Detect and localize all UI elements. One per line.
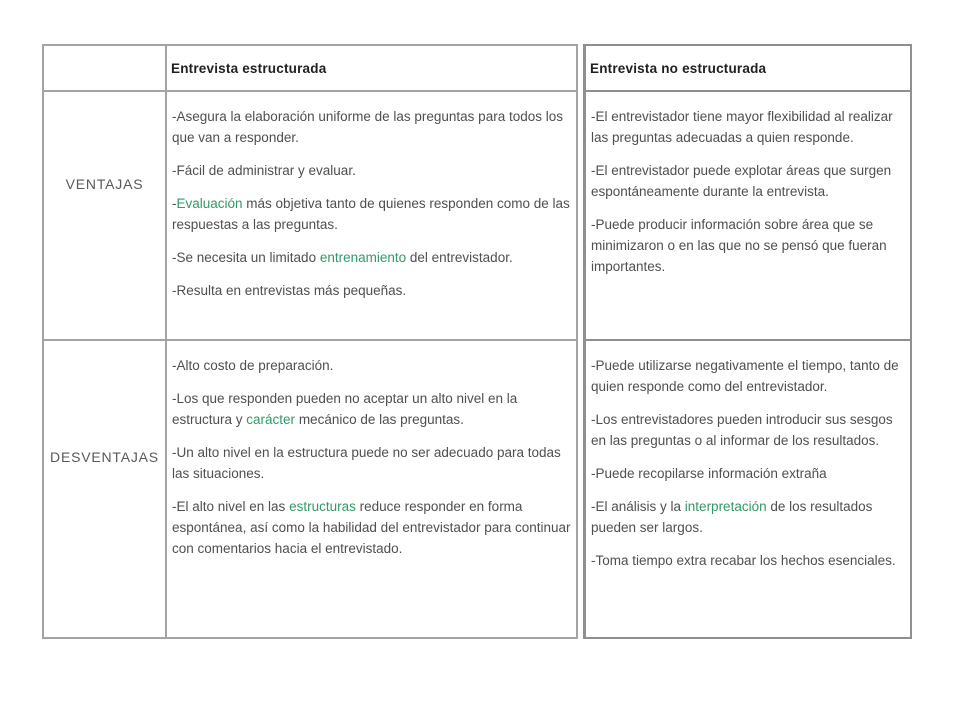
- highlighted-term: entrenamiento: [319, 250, 407, 265]
- paragraph: [172, 496, 572, 559]
- paragraph: [172, 247, 572, 268]
- text-segment: -Alto costo de preparación.: [172, 358, 334, 373]
- highlighted-term: estructuras: [289, 499, 356, 514]
- text-segment: reduce responder en forma espontánea, así como la habilidad del entrevistador para continuar con comentarios hacia el entrevistado.: [172, 499, 571, 556]
- text-segment: -Puede recopilarse información extraña: [591, 466, 827, 481]
- text-segment: de los resultados pueden ser largos.: [591, 499, 873, 535]
- corner-cell: [44, 46, 167, 92]
- paragraph: [591, 160, 906, 202]
- highlighted-term: interpretación: [684, 499, 767, 514]
- paragraph: [172, 388, 572, 430]
- column-header-structured: [167, 46, 576, 92]
- paragraph: [591, 106, 906, 148]
- text-segment: -Puede utilizarse negativamente el tiempo, tanto de quien responde como del entrevistador.: [591, 358, 899, 394]
- paragraph: [591, 214, 906, 277]
- paragraph: [591, 550, 906, 571]
- structured-table: [42, 44, 578, 639]
- highlighted-term: carácter: [246, 412, 296, 427]
- text-segment: -Resulta en entrevistas más pequeñas.: [172, 283, 407, 298]
- text-segment: -Un alto nivel en la estructura puede no ser adecuado para todas las situaciones.: [172, 445, 561, 481]
- paragraph: [591, 409, 906, 451]
- paragraph: [172, 280, 572, 301]
- comparison-table: [42, 44, 912, 639]
- row-label-ventajas: [44, 92, 167, 341]
- text-segment: -Puede producir información sobre área que se minimizaron o en las que no se pensó que fueran importantes.: [591, 217, 887, 274]
- text-segment: -El entrevistador tiene mayor flexibilidad al realizar las preguntas adecuadas a quien responde.: [591, 109, 893, 145]
- text-segment: más objetiva tanto de quienes responden como de las respuestas a las preguntas.: [172, 196, 570, 232]
- paragraph: [172, 355, 572, 376]
- paragraph: [172, 160, 572, 181]
- column-header-unstructured-label: Entrevista no estructurada: [590, 60, 767, 76]
- text-segment: -Los que responden pueden no aceptar un alto nivel en la estructura y: [172, 391, 518, 427]
- row-label-desventajas-text: DESVENTAJAS: [50, 449, 159, 465]
- text-segment: del entrevistador.: [406, 250, 513, 265]
- text-segment: mecánico de las preguntas.: [295, 412, 464, 427]
- text-segment: -Asegura la elaboración uniforme de las preguntas para todos los que van a responder.: [172, 109, 563, 145]
- text-segment: -Los entrevistadores pueden introducir sus sesgos en las preguntas o al informar de los resultados.: [591, 412, 893, 448]
- column-header-structured-label: Entrevista estructurada: [171, 60, 327, 76]
- paragraph: [172, 106, 572, 148]
- column-header-unstructured: [586, 46, 910, 92]
- text-segment: -El alto nivel en las: [172, 499, 290, 514]
- paragraph: [172, 193, 572, 235]
- cell-desventajas-unstructured: [586, 341, 910, 637]
- text-segment: -Fácil de administrar y evaluar.: [172, 163, 356, 178]
- paragraph: [591, 355, 906, 397]
- cell-ventajas-unstructured: [586, 92, 910, 341]
- paragraph: [591, 496, 906, 538]
- row-label-desventajas: [44, 341, 167, 637]
- text-segment: -: [172, 196, 177, 211]
- paragraph: [172, 442, 572, 484]
- unstructured-table: [583, 44, 912, 639]
- text-segment: -Toma tiempo extra recabar los hechos esenciales.: [591, 553, 896, 568]
- highlighted-term: Evaluación: [176, 196, 243, 211]
- cell-ventajas-structured: [167, 92, 576, 341]
- text-segment: -El análisis y la: [591, 499, 685, 514]
- cell-desventajas-structured: [167, 341, 576, 637]
- text-segment: -El entrevistador puede explotar áreas que surgen espontáneamente durante la entrevista.: [591, 163, 892, 199]
- text-segment: -Se necesita un limitado: [172, 250, 320, 265]
- row-label-ventajas-text: VENTAJAS: [65, 175, 144, 192]
- paragraph: [591, 463, 906, 484]
